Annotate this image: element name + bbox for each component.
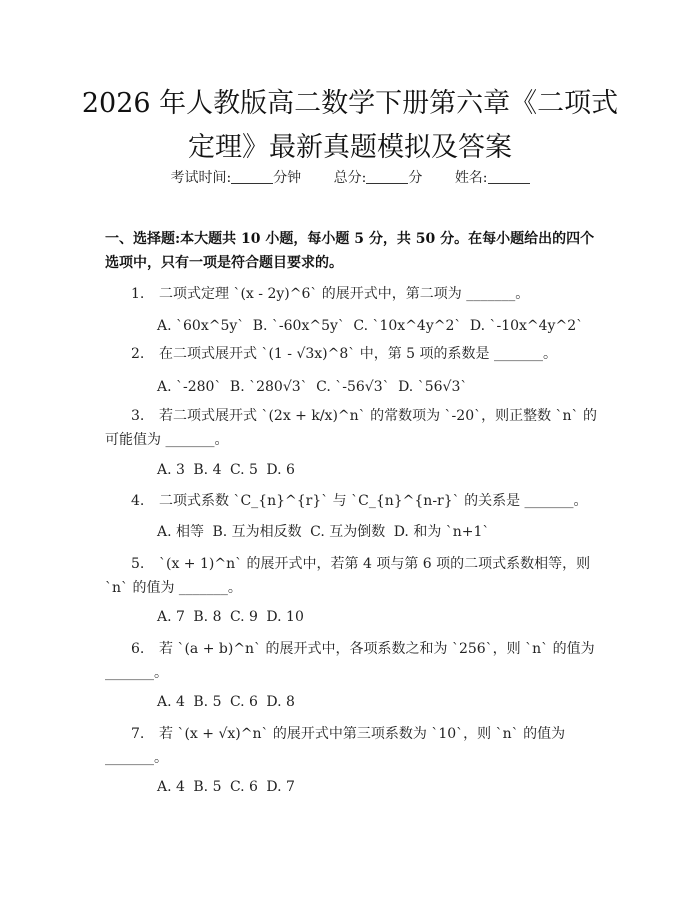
question-4-options bbox=[157, 522, 607, 542]
question-text: 在二项式展开式 `(1 - √3x)^8` 中，第 5 项的系数是 _______。 bbox=[159, 346, 557, 362]
question-text: `(x + 1)^n` 的展开式中，若第 4 项与第 6 项的二项式系数相等，则 `n` 的值为 _______。 bbox=[105, 556, 591, 596]
student-name bbox=[455, 168, 530, 188]
question-text: 若 `(x + √x)^n` 的展开式中第三项系数为 `10`，则 `n` 的值为 _______。 bbox=[105, 726, 566, 766]
option-c: C. 6 bbox=[229, 779, 258, 795]
option-a: A. 3 bbox=[157, 462, 185, 478]
question-number: 1. bbox=[131, 286, 145, 302]
option-b: B. 4 bbox=[193, 462, 222, 478]
option-a: A. 相等 bbox=[157, 524, 205, 540]
question-7 bbox=[105, 722, 599, 770]
option-d: D. 6 bbox=[266, 462, 295, 478]
option-d: D. `56√3` bbox=[398, 379, 468, 395]
option-a: A. 7 bbox=[157, 609, 185, 625]
title-line-2: 定理》最新真题模拟及答案 bbox=[188, 132, 512, 163]
total-score bbox=[334, 168, 423, 188]
score-label: 总分: bbox=[333, 170, 367, 186]
score-blank bbox=[366, 169, 408, 184]
option-c: C. `10x^4y^2` bbox=[353, 318, 462, 334]
option-a: A. 4 bbox=[157, 694, 185, 710]
option-c: C. 5 bbox=[229, 462, 258, 478]
option-b: B. 5 bbox=[193, 694, 222, 710]
question-text: 若 `(a + b)^n` 的展开式中，各项系数之和为 `256`，则 `n` 的值为 _______。 bbox=[105, 641, 595, 681]
option-b: B. 8 bbox=[193, 609, 222, 625]
option-d: D. 10 bbox=[266, 609, 304, 625]
question-6-options bbox=[157, 692, 607, 712]
name-label: 姓名: bbox=[454, 170, 488, 186]
question-text: 二项式系数 `C_{n}^{r}` 与 `C_{n}^{n-r}` 的关系是 _______。 bbox=[159, 493, 588, 509]
question-text: 二项式定理 `(x - 2y)^6` 的展开式中，第二项为 _______。 bbox=[159, 286, 530, 302]
time-blank bbox=[231, 169, 273, 184]
exam-time bbox=[170, 168, 301, 188]
question-2 bbox=[105, 342, 599, 366]
time-label: 考试时间: bbox=[170, 170, 232, 186]
option-c: C. `-56√3` bbox=[316, 379, 390, 395]
exam-info-line bbox=[0, 168, 700, 188]
question-5 bbox=[105, 552, 599, 600]
question-6 bbox=[105, 637, 599, 685]
option-c: C. 9 bbox=[229, 609, 258, 625]
question-1-options bbox=[157, 316, 607, 336]
option-b: B. `280√3` bbox=[229, 379, 308, 395]
score-unit: 分 bbox=[408, 170, 423, 186]
option-d: D. 7 bbox=[266, 779, 295, 795]
question-7-options bbox=[157, 777, 607, 797]
question-number: 4. bbox=[131, 493, 145, 509]
question-3 bbox=[105, 404, 599, 452]
question-3-options bbox=[157, 460, 607, 480]
option-d: D. 和为 `n+1` bbox=[393, 524, 490, 540]
question-number: 7. bbox=[131, 726, 145, 742]
question-2-options bbox=[157, 377, 607, 397]
question-number: 5. bbox=[131, 556, 145, 572]
question-4 bbox=[105, 489, 599, 513]
question-number: 2. bbox=[131, 346, 145, 362]
question-text: 若二项式展开式 `(2x + k/x)^n` 的常数项为 `-20`，则正整数 `n` 的可能值为 _______。 bbox=[105, 408, 598, 448]
option-a: A. `60x^5y` bbox=[157, 318, 245, 334]
option-a: A. 4 bbox=[157, 779, 185, 795]
option-b: B. `-60x^5y` bbox=[252, 318, 345, 334]
question-1 bbox=[105, 282, 599, 306]
option-c: C. 互为倒数 bbox=[310, 524, 386, 540]
option-b: B. 互为相反数 bbox=[212, 524, 302, 540]
section-heading: 一、选择题:本大题共 10 小题，每小题 5 分，共 50 分。在每小题给出的四个选项中，只有一项是符合题目要求的。 bbox=[105, 231, 595, 271]
option-d: D. `-10x^4y^2` bbox=[469, 318, 584, 334]
time-unit: 分钟 bbox=[273, 170, 302, 186]
name-blank bbox=[488, 169, 530, 184]
option-a: A. `-280` bbox=[157, 379, 222, 395]
question-number: 6. bbox=[131, 641, 145, 657]
option-d: D. 8 bbox=[266, 694, 295, 710]
question-number: 3. bbox=[131, 408, 145, 424]
option-b: B. 5 bbox=[193, 779, 222, 795]
question-5-options bbox=[157, 607, 607, 627]
option-c: C. 6 bbox=[229, 694, 258, 710]
page-title bbox=[60, 82, 640, 170]
title-line-1: 2026 年人教版高二数学下册第六章《二项式 bbox=[81, 88, 619, 119]
